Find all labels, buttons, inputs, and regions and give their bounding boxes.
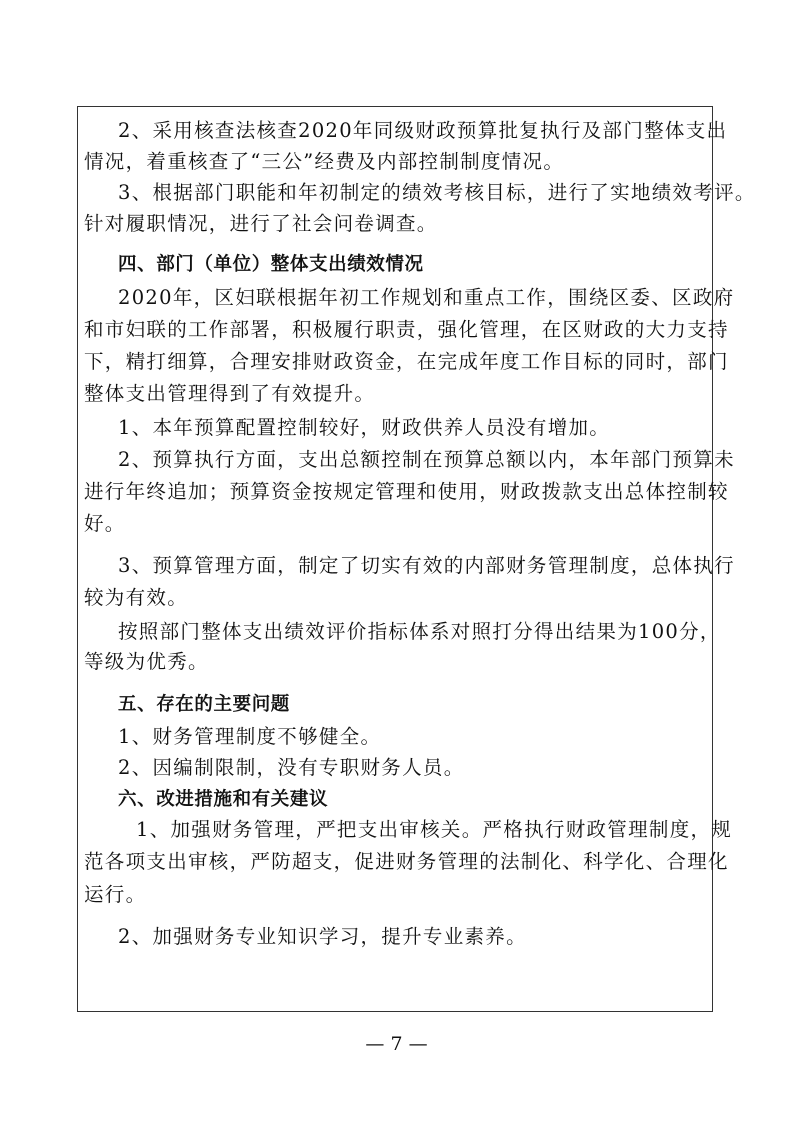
paragraph-line: 2、因编制限制，没有专职财务人员。 (118, 756, 465, 779)
paragraph-line: 等级为优秀。 (84, 650, 209, 673)
section-heading-5: 五、存在的主要问题 (118, 694, 290, 715)
paragraph-line: 2、采用核查法核查2020年同级财政预算批复执行及部门整体支出 (118, 119, 728, 142)
paragraph-line: 运行。 (84, 883, 147, 906)
paragraph-line: 按照部门整体支出绩效评价指标体系对照打分得出结果为100分， (118, 620, 721, 643)
page-number: — 7 — (365, 1033, 428, 1055)
paragraph-line: 整体支出管理得到了有效提升。 (84, 382, 376, 405)
paragraph-line: 进行年终追加；预算资金按规定管理和使用，财政拨款支出总体控制较 (84, 480, 729, 503)
paragraph-line: 1、加强财务管理，严把支出审核关。严格执行财政管理制度，规 (136, 818, 733, 841)
paragraph-line: 范各项支出审核，严防超支，促进财务管理的法制化、科学化、合理化 (84, 850, 729, 873)
paragraph-line: 好。 (84, 512, 126, 535)
section-heading-4: 四、部门（单位）整体支出绩效情况 (118, 254, 424, 275)
paragraph-line: 和市妇联的工作部署，积极履行职责，强化管理，在区财政的大力支持 (84, 318, 729, 341)
paragraph-line: 情况，着重核查了“三公”经费及内部控制制度情况。 (84, 150, 565, 173)
paragraph-line: 针对履职情况，进行了社会问卷调查。 (84, 212, 438, 235)
paragraph-line: 3、根据部门职能和年初制定的绩效考核目标，进行了实地绩效考评。 (118, 181, 756, 204)
paragraph-line: 3、预算管理方面，制定了切实有效的内部财务管理制度，总体执行 (118, 554, 735, 577)
paragraph-line: 2、加强财务专业知识学习，提升专业素养。 (118, 925, 527, 948)
paragraph-line: 1、本年预算配置控制较好，财政供养人员没有增加。 (118, 416, 611, 439)
paragraph-line: 较为有效。 (84, 586, 189, 609)
paragraph-line: 下，精打细算，合理安排财政资金，在完成年度工作目标的同时，部门 (84, 350, 729, 373)
paragraph-line: 2020年，区妇联根据年初工作规划和重点工作，围绕区委、区政府 (118, 286, 735, 309)
paragraph-line: 1、财务管理制度不够健全。 (118, 725, 382, 748)
paragraph-line: 2、预算执行方面，支出总额控制在预算总额以内，本年部门预算未 (118, 448, 735, 471)
section-heading-6: 六、改进措施和有关建议 (118, 789, 329, 810)
